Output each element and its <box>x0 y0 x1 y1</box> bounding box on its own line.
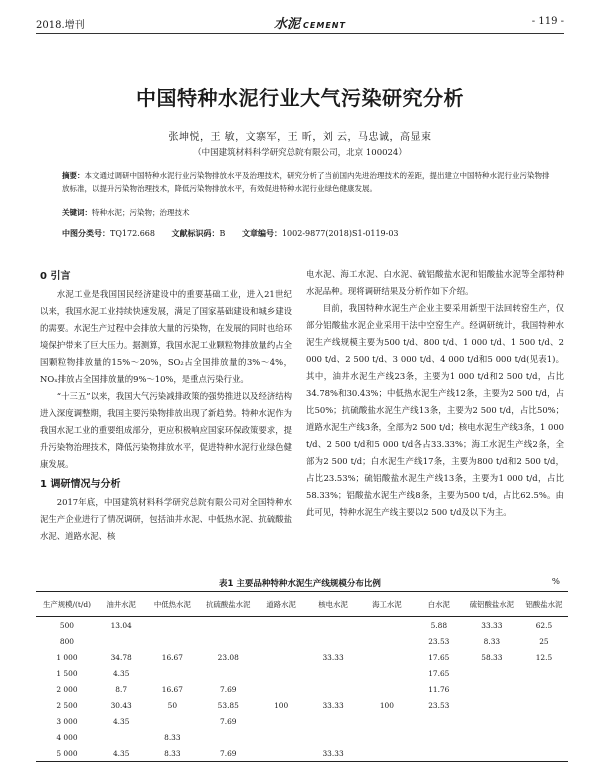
table-row <box>36 713 568 729</box>
table-cell <box>464 665 520 681</box>
table-cell: 13.04 <box>110 620 132 630</box>
table-cell: 7.69 <box>200 745 256 762</box>
table-cell: 58.33 <box>481 652 503 662</box>
table-cell: 33.33 <box>481 620 503 630</box>
table-header-cell: 海工水泥 <box>360 592 414 617</box>
section-heading-intro: 0 引言 <box>40 271 71 282</box>
table-cell <box>520 665 568 681</box>
table-cell <box>520 713 568 729</box>
table-row <box>36 617 568 634</box>
table-cell <box>200 633 256 649</box>
table-cell <box>306 665 360 681</box>
table-unit: % <box>551 577 560 587</box>
table-cell: 50 <box>167 700 178 710</box>
table-row <box>36 697 568 713</box>
table-cell <box>360 745 414 762</box>
table-cell: 4.35 <box>112 716 130 726</box>
table-cell <box>98 633 144 649</box>
table-header-cell: 生产规模/(t/d) <box>36 592 98 617</box>
table-cell: 7.69 <box>220 684 237 694</box>
table-cell <box>306 713 360 729</box>
table-cell: 33.33 <box>322 700 344 710</box>
keywords-label: 关键词： <box>62 208 92 217</box>
logo-cn: 水泥 <box>274 17 301 32</box>
article-number: 文章编号：1002-9877(2018)S1-0119-03 <box>241 229 399 238</box>
table-cell <box>144 713 200 729</box>
header-rule <box>36 33 564 34</box>
table-cell: 33.33 <box>306 745 360 762</box>
table-cell <box>360 617 414 634</box>
table-cell: 8.33 <box>164 732 181 742</box>
abstract <box>62 170 550 195</box>
table-cell: 8.33 <box>144 745 200 762</box>
table-cell <box>200 729 256 745</box>
table-cell <box>256 745 306 762</box>
table-cell: 16.67 <box>161 652 183 662</box>
running-header <box>36 14 564 34</box>
logo-en: CEMENT <box>303 21 346 30</box>
table-cell <box>256 665 306 681</box>
table-cell <box>144 665 200 681</box>
table-cell <box>200 617 256 634</box>
issue-label: 2018.增刊 <box>36 20 85 31</box>
table-cell <box>306 633 360 649</box>
table-cell <box>414 729 464 745</box>
table-cell: 17.65 <box>428 652 450 662</box>
table-cell: 33.33 <box>322 652 344 662</box>
table-row <box>36 745 568 762</box>
table-cell: 23.53 <box>428 700 450 710</box>
table-cell <box>464 745 520 762</box>
table-cell: 34.78 <box>110 652 132 662</box>
paragraph: 2017年底，中国建筑材料科学研究总院有限公司对全国特种水泥生产企业进行了情况调研，包括油井水泥、中低热水泥、抗硫酸盐水泥、道路水泥、核 <box>40 497 292 541</box>
table-body <box>36 617 568 762</box>
table-cell <box>360 665 414 681</box>
table-cell: 100 <box>274 700 289 710</box>
paragraph: “十三五”以来，我国大气污染减排政策的强势推进以及经济结构进入深度调整期，我国主要污染物排放出现了新趋势。特种水泥作为我国水泥工业的重要组成部分，更应积极响应国家环保政策要求，提升污染物治理技术，降低污染物排放水平，促进特种水泥行业绿色健康发展。 <box>40 391 292 469</box>
table-cell <box>360 633 414 649</box>
table-cell: 8.33 <box>483 636 501 646</box>
table-cell <box>98 729 144 745</box>
table-cell: 17.65 <box>428 668 450 678</box>
table-row-label: 5 000 <box>36 745 98 762</box>
table-cell <box>256 729 306 745</box>
table-cell <box>360 713 414 729</box>
paragraph: 电水泥、海工水泥、白水泥、硫铝酸盐水泥和铝酸盐水泥等全部特种水泥品种。现将调研结果及分析作如下介绍。 <box>306 269 564 296</box>
table-cell <box>306 681 360 697</box>
paragraph: 目前，我国特种水泥生产企业主要采用新型干法回转窑生产，仅部分铝酸盐水泥企业采用干法中空窑生产。经调研统计，我国特种水泥生产线规模主要为500 t/d、800 t/d、1 000 t/d、1 500 t/d、2 000 t/d、2 500 t/d、3 000 t/d、4 000 t/d和5 000 t/d(见表1)。其中，油井水泥生产线23条，主要为1 000 t/d和2 500 t/d，占比34.78%和30.43%；中低热水泥生产线12条，主要为2 500 t/d，占比50%；抗硫酸盐水泥生产线13条，主要为2 500 t/d，占比50%；道路水泥生产线3条，全部为2 500 t/d；核电水泥生产线3条，1 000 t/d、2 500 t/d和5 000 t/d各占33.33%；海工水泥生产线2条，全部为2 500 t/d；白水泥生产线17条，主要为800 t/d和2 500 t/d，占比23.53%；硫铝酸盐水泥生产线13条，主要为1 000 t/d，占比58.33%；铝酸盐水泥生产线8条，主要为500 t/d，占比62.5%。由此可见，特种水泥生产线主要以2 500 t/d及以下为主。 <box>306 303 564 517</box>
paragraph: 水泥工业是我国国民经济建设中的重要基础工业，进入21世纪以来，我国水泥工业持续快速发展，满足了国家基础建设和城乡建设的需要。水泥生产过程中会排放大量的污染物，在发展的同时也给环境保护带来了巨大压力。据测算，我国水泥工业颗粒物排放量约占全国颗粒物排放量的15%～20%，SO₂占全国排放量的3%～4%，NOₓ排放占全国排放量的9%～10%，是重点污染行业。 <box>40 289 292 384</box>
table-cell <box>256 713 306 729</box>
page-number: - 119 - <box>531 16 564 27</box>
table-header-row <box>36 592 568 617</box>
journal-logo <box>274 13 346 32</box>
keywords-text: 特种水泥；污染物；治理技术 <box>92 208 190 217</box>
author-list: 张坤悦，王 敏，文寨军，王 昕，刘 云，马忠诚，高显束 <box>168 132 432 143</box>
table-header-cell: 油井水泥 <box>98 592 144 617</box>
affiliation: （中国建筑材料科学研究总院有限公司，北京 100024） <box>193 148 407 158</box>
table-cell <box>360 681 414 697</box>
table-cell: 4.35 <box>112 668 130 678</box>
section-heading-survey: 1 调研情况与分析 <box>40 479 121 490</box>
scale-distribution-table <box>36 591 568 762</box>
table-cell <box>256 617 306 634</box>
table-cell <box>414 713 464 729</box>
keywords <box>62 207 550 218</box>
table-row-label: 4 000 <box>56 732 78 742</box>
table-cell: 12.5 <box>535 652 553 662</box>
table-row <box>36 681 568 697</box>
table-cell <box>144 617 200 634</box>
table-cell: 8.7 <box>115 684 128 694</box>
table-cell <box>464 697 520 713</box>
table-cell: 23.53 <box>428 636 450 646</box>
table-cell: 25 <box>539 636 549 646</box>
table-cell: 11.76 <box>428 684 450 694</box>
clc-code: 中图分类号：TQ172.668 <box>62 229 155 238</box>
table-cell <box>464 681 520 697</box>
table-cell <box>256 681 306 697</box>
table-cell: 7.69 <box>220 716 237 726</box>
table-cell <box>414 745 464 762</box>
article-title: 中国特种水泥行业大气污染研究分析 <box>136 86 464 110</box>
classification-line <box>62 228 550 239</box>
table-row-label: 1 500 <box>56 668 78 678</box>
table-row-label: 500 <box>59 620 75 630</box>
table-cell: 16.67 <box>161 684 183 694</box>
table-header-cell: 抗硫酸盐水泥 <box>200 592 256 617</box>
table-row <box>36 729 568 745</box>
table-caption: 表1 主要品种特种水泥生产线规模分布比例 % <box>219 577 560 589</box>
table-cell <box>306 617 360 634</box>
table-cell <box>144 633 200 649</box>
table-row-label: 800 <box>59 636 75 646</box>
table-cell: 100 <box>379 700 394 710</box>
table-cell <box>520 745 568 762</box>
table-cell: 62.5 <box>535 620 553 630</box>
table-cell <box>520 681 568 697</box>
table-cell: 4.35 <box>98 745 144 762</box>
table-row-label: 1 000 <box>56 652 78 662</box>
table-cell <box>464 713 520 729</box>
body-column-left <box>40 265 292 545</box>
table-cell: 30.43 <box>110 700 132 710</box>
table-cell <box>520 729 568 745</box>
table-row <box>36 633 568 649</box>
table-cell <box>256 649 306 665</box>
table-row-label: 3 000 <box>56 716 78 726</box>
table-row <box>36 649 568 665</box>
table-cell <box>306 729 360 745</box>
table-cell <box>464 729 520 745</box>
table-header-cell: 道路水泥 <box>256 592 306 617</box>
table-row-label: 2 500 <box>56 700 78 710</box>
table-cell: 23.08 <box>217 652 239 662</box>
body-column-right <box>306 266 564 521</box>
table-cell: 53.85 <box>217 700 239 710</box>
table-cell <box>360 729 414 745</box>
table-header-cell: 硫铝酸盐水泥 <box>464 592 520 617</box>
table-header-cell: 中低热水泥 <box>144 592 200 617</box>
table-header-cell: 白水泥 <box>414 592 464 617</box>
doc-code: 文献标识码：B <box>171 229 226 238</box>
table-cell <box>520 697 568 713</box>
table-cell <box>256 633 306 649</box>
table-cell: 5.88 <box>430 620 448 630</box>
table-row <box>36 665 568 681</box>
table-cell <box>360 649 414 665</box>
abstract-text: 本文通过调研中国特种水泥行业污染物排放水平及治理技术，研究分析了当前国内先进治理技术的差距，提出建立中国特种水泥行业污染物排放标准，以提升污染物治理技术，降低污染物排放水平，有效促进特种水泥行业绿色健康发展。 <box>62 171 550 193</box>
table-header-cell: 铝酸盐水泥 <box>520 592 568 617</box>
table-header-cell: 核电水泥 <box>306 592 360 617</box>
table-row-label: 2 000 <box>56 684 78 694</box>
table-cell <box>200 665 256 681</box>
abstract-label: 摘要： <box>62 171 85 180</box>
